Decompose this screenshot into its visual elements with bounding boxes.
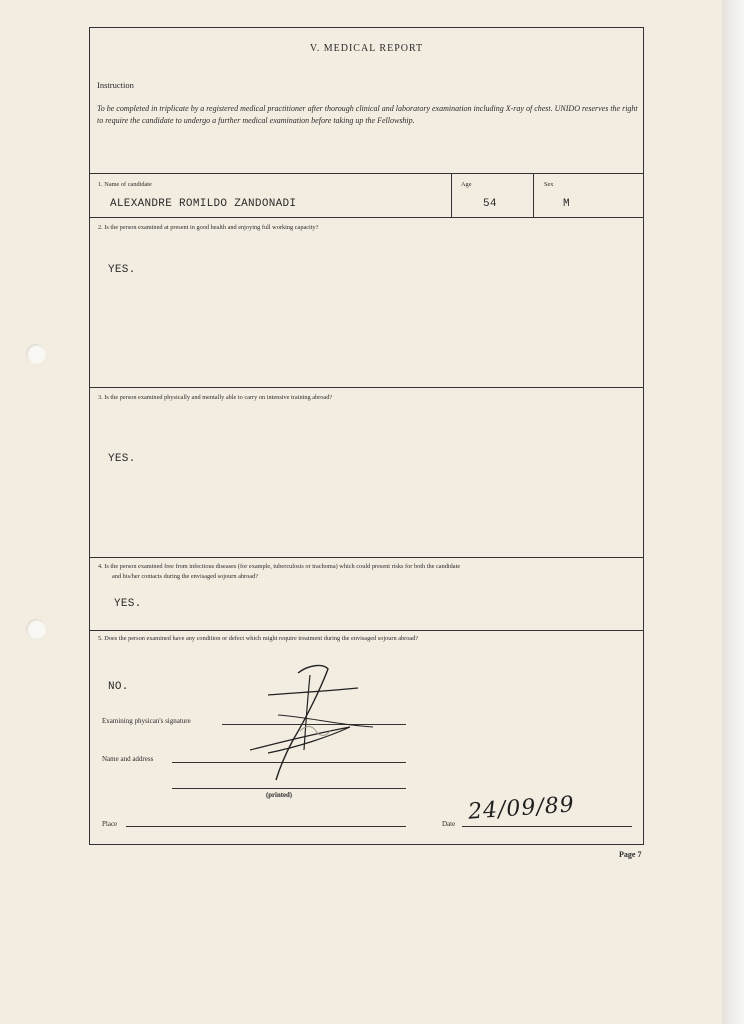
divider-q4 [90, 630, 643, 631]
question-3: 3. Is the person examined physically and mentally able to carry on intensive training abroad? [98, 394, 333, 401]
divider-age [451, 173, 452, 217]
question-4-continuation: and his/her contacts during the envisaged sojourn abroad? [112, 573, 259, 580]
divider-instructions [90, 173, 643, 174]
sex-label: Sex [544, 181, 554, 188]
instruction-label: Instruction [97, 80, 134, 90]
question-4: 4. Is the person examined free from infectious diseases (for example, tuberculosis or trachoma) which could present risks for both the candidate [98, 563, 461, 570]
scan-edge [722, 0, 744, 1024]
answer-5: NO. [108, 681, 129, 693]
place-line [126, 826, 406, 827]
divider-q3 [90, 557, 643, 558]
physician-signature [238, 655, 388, 785]
divider-q2 [90, 387, 643, 388]
printed-label: (printed) [266, 792, 293, 799]
answer-3: YES. [108, 453, 136, 465]
candidate-sex: M [563, 198, 570, 210]
punch-hole-top [26, 344, 46, 364]
date-value: 24/09/89 [467, 792, 576, 825]
divider-sex [533, 173, 534, 217]
age-label: Age [461, 181, 472, 188]
candidate-name: ALEXANDRE ROMILDO ZANDONADI [110, 198, 297, 210]
answer-2: YES. [108, 264, 136, 276]
candidate-age: 54 [483, 198, 497, 210]
name-address-line-2 [172, 788, 406, 789]
punch-hole-bottom [26, 619, 46, 639]
instruction-text: To be completed in triplicate by a registered medical practitioner after thorough clinical and laboratory examination including X-ray of chest. UNIDO reserves the right to require the candidate to undergo a further medical examination before taking up the Fellowship. [97, 104, 638, 125]
question-2: 2. Is the person examined at present in good health and enjoying full working capacity? [98, 224, 319, 231]
answer-4: YES. [114, 598, 142, 610]
name-address-label: Name and address [102, 755, 154, 763]
date-label: Date [442, 820, 456, 828]
place-label: Place [102, 820, 118, 828]
page-number: Page 7 [619, 850, 642, 859]
date-line [462, 826, 632, 827]
candidate-name-label: 1. Name of candidate [98, 181, 152, 188]
form-title: V. MEDICAL REPORT [309, 43, 424, 54]
signature-label: Examining physican's signature [102, 717, 191, 725]
question-5: 5. Does the person examined have any condition or defect which might require treatment during the envisaged sojourn abroad? [98, 635, 419, 642]
divider-candidate [90, 217, 643, 218]
